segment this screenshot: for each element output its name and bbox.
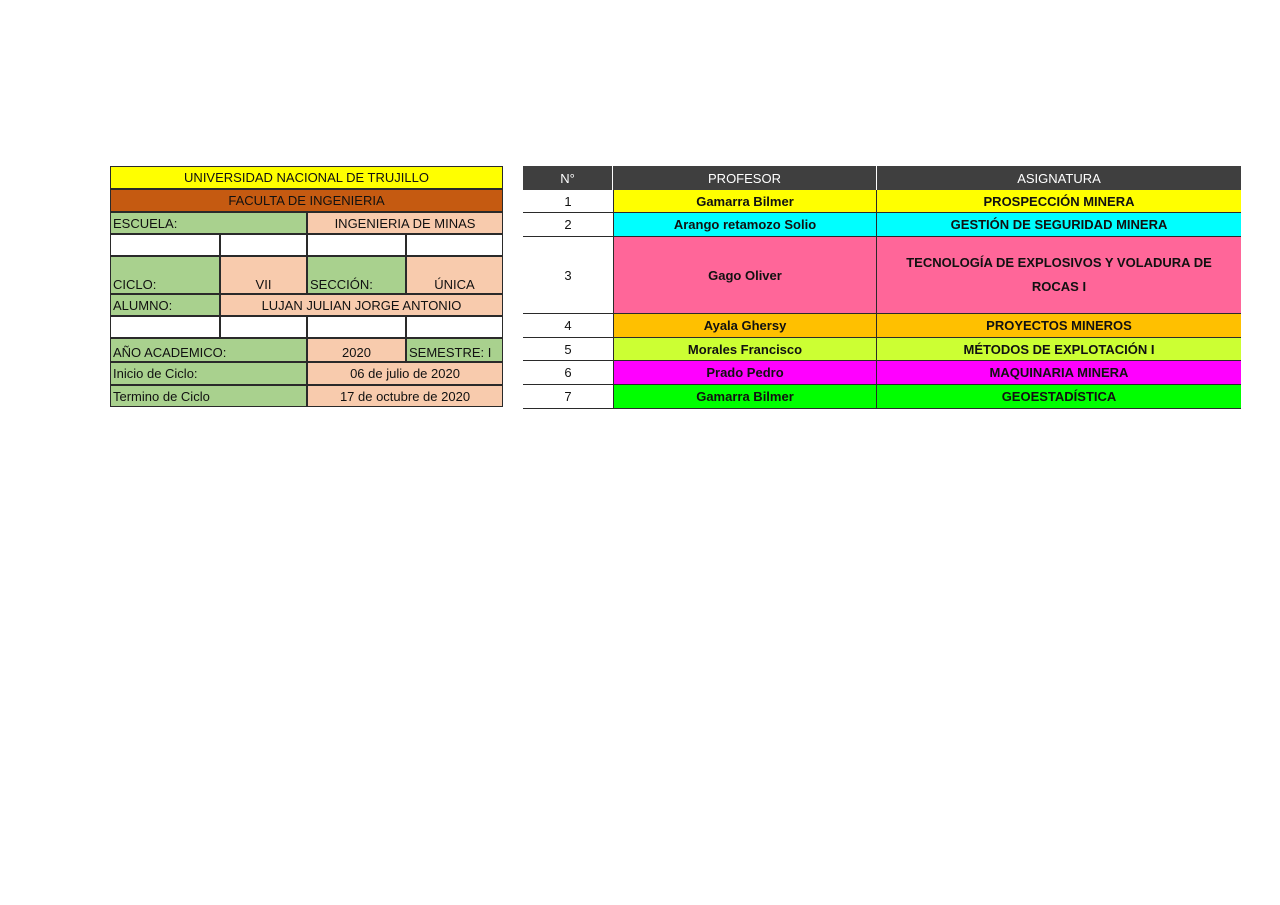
start-value: 06 de julio de 2020 (307, 362, 503, 385)
header-professor: PROFESOR (613, 166, 877, 190)
section-value: ÚNICA (406, 256, 503, 294)
cycle-value: VII (220, 256, 307, 294)
row-subject: PROYECTOS MINEROS (877, 314, 1241, 338)
row-professor: Gamarra Bilmer (613, 385, 877, 409)
row-subject: MÉTODOS DE EXPLOTACIÓN I (877, 338, 1241, 361)
row-subject: MAQUINARIA MINERA (877, 361, 1241, 385)
row-num: 2 (523, 213, 613, 237)
header-subject: ASIGNATURA (877, 166, 1241, 190)
row-num: 1 (523, 190, 613, 213)
student-label: ALUMNO: (110, 294, 220, 316)
row-subject: GESTIÓN DE SEGURIDAD MINERA (877, 213, 1241, 237)
row-professor: Morales Francisco (613, 338, 877, 361)
row-subject: PROSPECCIÓN MINERA (877, 190, 1241, 213)
row-professor: Prado Pedro (613, 361, 877, 385)
cycle-label: CICLO: (110, 256, 220, 294)
row-num: 4 (523, 314, 613, 338)
university-title: UNIVERSIDAD NACIONAL DE TRUJILLO (110, 166, 503, 189)
row-num: 7 (523, 385, 613, 409)
empty-cell (220, 316, 307, 338)
row-professor: Ayala Ghersy (613, 314, 877, 338)
empty-cell (406, 234, 503, 256)
row-num: 6 (523, 361, 613, 385)
row-professor: Gamarra Bilmer (613, 190, 877, 213)
semester-label: SEMESTRE: I (406, 338, 503, 362)
empty-cell (110, 234, 220, 256)
row-subject: TECNOLOGÍA DE EXPLOSIVOS Y VOLADURA DE ROCAS I (877, 237, 1241, 314)
end-label: Termino de Ciclo (110, 385, 307, 407)
row-professor: Gago Oliver (613, 237, 877, 314)
faculty-title: FACULTA DE INGENIERIA (110, 189, 503, 212)
end-value: 17 de octubre de 2020 (307, 385, 503, 407)
empty-cell (307, 316, 406, 338)
row-subject: GEOESTADÍSTICA (877, 385, 1241, 409)
year-value: 2020 (307, 338, 406, 362)
empty-cell (220, 234, 307, 256)
empty-cell (406, 316, 503, 338)
empty-cell (110, 316, 220, 338)
school-label: ESCUELA: (110, 212, 307, 234)
row-professor: Arango retamozo Solio (613, 213, 877, 237)
row-num: 5 (523, 338, 613, 361)
school-value: INGENIERIA DE MINAS (307, 212, 503, 234)
header-num: N° (523, 166, 613, 190)
section-label: SECCIÓN: (307, 256, 406, 294)
start-label: Inicio de Ciclo: (110, 362, 307, 385)
year-label: AÑO ACADEMICO: (110, 338, 307, 362)
empty-cell (307, 234, 406, 256)
student-value: LUJAN JULIAN JORGE ANTONIO (220, 294, 503, 316)
row-num: 3 (523, 237, 613, 314)
